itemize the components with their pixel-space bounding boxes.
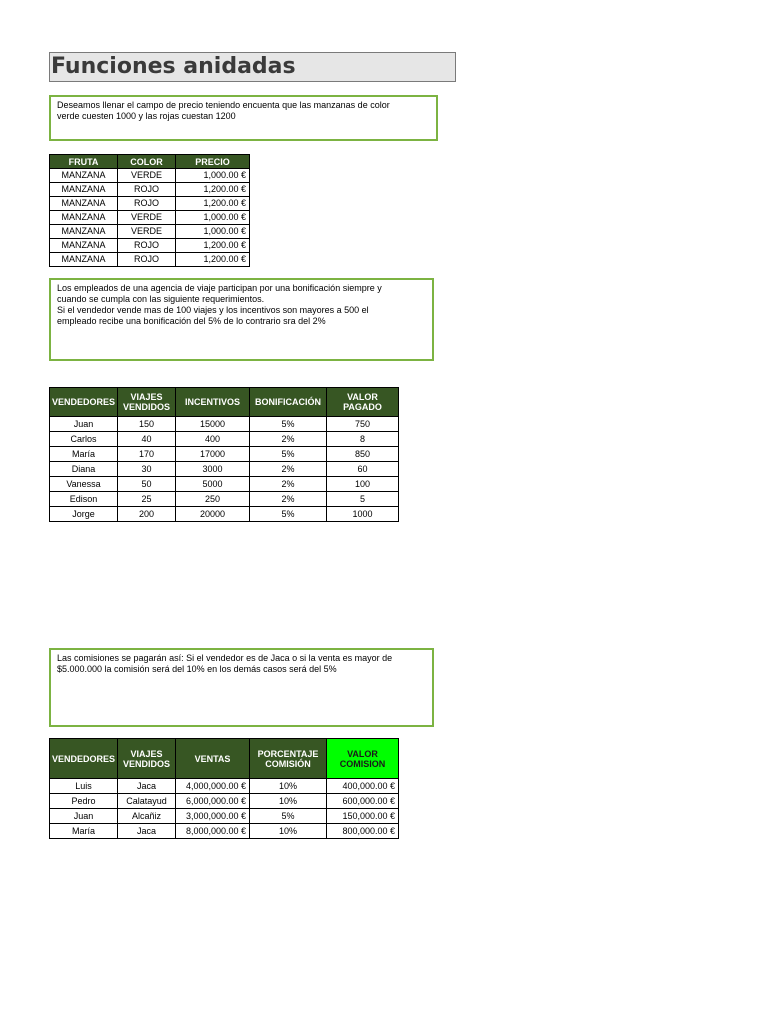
table-cell[interactable]: 25 [118,492,176,507]
table-cell[interactable]: 40 [118,432,176,447]
note-bonificacion[interactable] [49,278,434,361]
table-cell[interactable]: 4,000,000.00 € [176,779,250,794]
column-header-incentivos[interactable]: INCENTIVOS [176,388,250,417]
table-cell[interactable]: Alcañiz [118,809,176,824]
table-cell[interactable]: 3000 [176,462,250,477]
note-line: empleado recibe una bonificación del 5% de lo contrario sra del 2% [57,316,326,326]
table-cell[interactable]: ROJO [118,183,176,197]
table-header-row [50,739,399,779]
table-row [50,794,399,809]
table-cell[interactable]: 10% [250,824,327,839]
commission-table [49,738,399,839]
table-cell[interactable]: Vanessa [50,477,118,492]
table-cell[interactable]: MANZANA [50,239,118,253]
note-line: Deseamos llenar el campo de precio teniendo encuenta que las manzanas de color [57,100,390,110]
table-row [50,239,250,253]
table-cell[interactable]: 1,200.00 € [176,253,250,267]
table-cell[interactable]: VERDE [118,211,176,225]
table-cell[interactable]: 2% [250,462,327,477]
table-cell[interactable]: 1000 [327,507,399,522]
table-cell[interactable]: MANZANA [50,197,118,211]
column-header-precio[interactable]: PRECIO [176,155,250,169]
column-header-valor-pagado[interactable]: VALOR PAGADO [327,388,399,417]
table-header-row [50,155,250,169]
table-row [50,447,399,462]
table-cell[interactable]: 750 [327,417,399,432]
table-row [50,492,399,507]
note-line: cuando se cumpla con las siguiente requerimientos. [57,294,265,304]
table-body [50,779,399,839]
table-cell[interactable]: 200 [118,507,176,522]
table-cell[interactable]: 20000 [176,507,250,522]
table-cell[interactable]: 250 [176,492,250,507]
table-cell[interactable]: Jorge [50,507,118,522]
table-body [50,169,250,267]
fruit-price-table [49,154,250,267]
note-line: $5.000.000 la comisión será del 10% en los demás casos será del 5% [57,664,337,674]
table-cell[interactable]: 8 [327,432,399,447]
note-comisiones[interactable] [49,648,434,727]
table-cell[interactable]: 17000 [176,447,250,462]
table-cell[interactable]: 2% [250,477,327,492]
note-line: Los empleados de una agencia de viaje participan por una bonificación siempre y [57,283,382,293]
table-row [50,477,399,492]
page-title: Funciones anidadas [51,54,296,79]
column-header-bonificacion[interactable]: BONIFICACIÓN [250,388,327,417]
table-cell[interactable]: Jaca [118,824,176,839]
table-cell[interactable]: 3,000,000.00 € [176,809,250,824]
table-cell[interactable]: 150,000.00 € [327,809,399,824]
note-line: Las comisiones se pagarán así: Si el vendedor es de Jaca o si la venta es mayor de [57,653,393,663]
table-cell[interactable]: 5% [250,507,327,522]
table-row [50,211,250,225]
table-cell[interactable]: 1,200.00 € [176,183,250,197]
table-row [50,824,399,839]
table-cell[interactable]: VERDE [118,169,176,183]
table-cell[interactable]: 150 [118,417,176,432]
column-header-vendedores[interactable]: VENDEDORES [50,388,118,417]
table-cell[interactable]: ROJO [118,239,176,253]
table-cell[interactable]: Diana [50,462,118,477]
table-body [50,417,399,522]
table-cell[interactable]: 850 [327,447,399,462]
table-cell[interactable]: 10% [250,779,327,794]
table-cell[interactable]: 1,000.00 € [176,169,250,183]
table-cell[interactable]: Juan [50,417,118,432]
bonus-table [49,387,399,522]
table-cell[interactable]: Edison [50,492,118,507]
table-cell[interactable]: 10% [250,794,327,809]
table-cell[interactable]: 170 [118,447,176,462]
table-cell[interactable]: 2% [250,432,327,447]
table-cell[interactable]: 30 [118,462,176,477]
table-cell[interactable]: 5000 [176,477,250,492]
table-cell[interactable]: 600,000.00 € [327,794,399,809]
table-cell[interactable]: 60 [327,462,399,477]
table-cell[interactable]: 1,200.00 € [176,239,250,253]
table-row [50,169,250,183]
table-row [50,462,399,477]
table-cell[interactable]: Jaca [118,779,176,794]
table-cell[interactable]: 5% [250,447,327,462]
table-cell[interactable]: 100 [327,477,399,492]
column-header-porcentaje-comision[interactable]: PORCENTAJE COMISIÓN [250,739,327,779]
table-row [50,809,399,824]
column-header-color[interactable]: COLOR [118,155,176,169]
table-cell[interactable]: MANZANA [50,211,118,225]
table-cell[interactable]: Luis [50,779,118,794]
table-cell[interactable]: 15000 [176,417,250,432]
note-line: Si el vendedor vende mas de 100 viajes y los incentivos son mayores a 500 el [57,305,369,315]
table-cell[interactable]: MANZANA [50,183,118,197]
table-cell[interactable]: 400,000.00 € [327,779,399,794]
table-cell[interactable]: María [50,447,118,462]
table-row [50,417,399,432]
column-header-fruta[interactable]: FRUTA [50,155,118,169]
table-row [50,197,250,211]
table-cell[interactable]: María [50,824,118,839]
table-row [50,183,250,197]
table-cell[interactable]: ROJO [118,197,176,211]
table-row [50,225,250,239]
table-cell[interactable]: MANZANA [50,225,118,239]
table-cell[interactable]: 6,000,000.00 € [176,794,250,809]
table-cell[interactable]: 8,000,000.00 € [176,824,250,839]
table-cell[interactable]: 5% [250,809,327,824]
column-header-vendedores[interactable]: VENDEDORES [50,739,118,779]
table-cell[interactable]: Juan [50,809,118,824]
table-cell[interactable]: MANZANA [50,169,118,183]
column-header-valor-comision[interactable]: VALOR COMISION [327,739,399,779]
table-cell[interactable]: ROJO [118,253,176,267]
title-box [49,52,456,82]
column-header-viajes-vendidos[interactable]: VIAJES VENDIDOS [118,388,176,417]
table-row [50,779,399,794]
table-cell[interactable]: Calatayud [118,794,176,809]
table-cell[interactable]: 1,000.00 € [176,211,250,225]
column-header-ventas[interactable]: VENTAS [176,739,250,779]
table-cell[interactable]: 1,000.00 € [176,225,250,239]
table-cell[interactable]: 400 [176,432,250,447]
table-cell[interactable]: 5% [250,417,327,432]
column-header-viajes-vendidos[interactable]: VIAJES VENDIDOS [118,739,176,779]
table-cell[interactable]: MANZANA [50,253,118,267]
table-cell[interactable]: 1,200.00 € [176,197,250,211]
table-cell[interactable]: 5 [327,492,399,507]
table-row [50,432,399,447]
table-cell[interactable]: Carlos [50,432,118,447]
table-cell[interactable]: 50 [118,477,176,492]
table-cell[interactable]: 2% [250,492,327,507]
table-row [50,253,250,267]
table-row [50,507,399,522]
note-line: verde cuesten 1000 y las rojas cuestan 1200 [57,111,236,121]
table-header-row [50,388,399,417]
table-cell[interactable]: 800,000.00 € [327,824,399,839]
note-precio[interactable] [49,95,438,141]
table-cell[interactable]: Pedro [50,794,118,809]
table-cell[interactable]: VERDE [118,225,176,239]
